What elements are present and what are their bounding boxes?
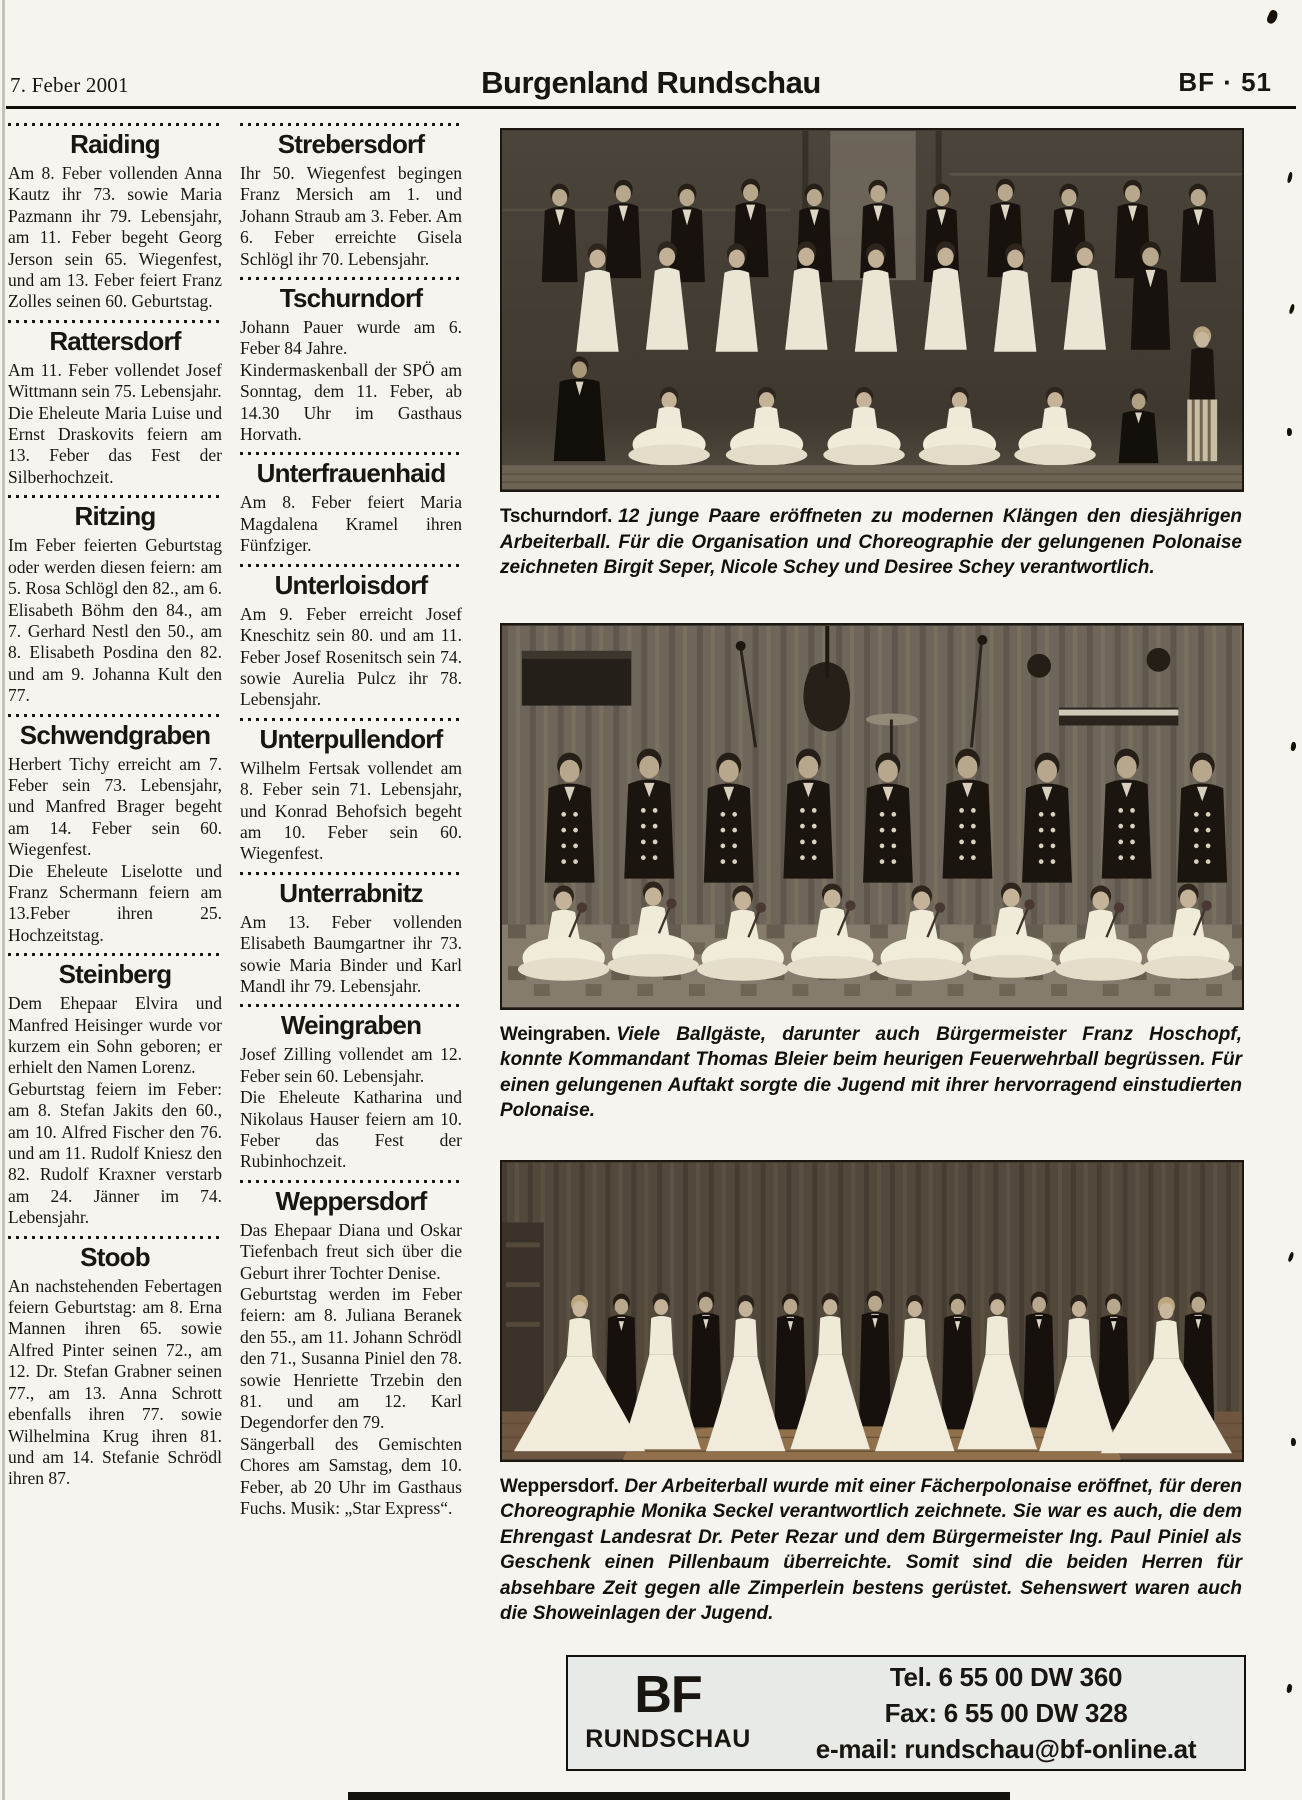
- photo-weingraben: [500, 623, 1246, 1124]
- scan-speck: [1290, 742, 1296, 752]
- photo-caption: [500, 1474, 1242, 1627]
- section-paragraph: Am 11. Feber vollendet Josef Wittmann sein 75. Lebensjahr.: [8, 359, 222, 402]
- section-title: Unterpullendorf: [259, 723, 443, 754]
- dotted-separator: [240, 718, 462, 721]
- dotted-separator: [240, 872, 462, 875]
- contact-details: [768, 1659, 1244, 1767]
- masthead-title: Burgenland Rundschau: [481, 65, 821, 100]
- dotted-separator: [8, 495, 222, 498]
- section-title: Ritzing: [74, 501, 156, 532]
- scan-bottom-strip: [348, 1792, 1010, 1800]
- section-paragraph: Die Eheleute Katharina und Nikolaus Hauser feiern am 10. Feber das Fest der Rubinhochzeit.: [240, 1087, 462, 1172]
- section-title: Stoob: [80, 1241, 150, 1272]
- news-section-schwendgraben: [8, 714, 222, 947]
- section-paragraph: Wilhelm Fertsak vollendet am 8. Feber sein 71. Lebensjahr, und Konrad Behofsich begeht am 10. Feber sein 60. Wiegenfest.: [240, 757, 462, 864]
- caption-town: Weingraben.: [500, 1023, 611, 1045]
- logo-bf: BF: [634, 1666, 702, 1724]
- dotted-separator: [8, 320, 222, 323]
- section-paragraph: Im Feber feierten Geburtstag oder werden diesen feiern: am 5. Rosa Schlögl den 82., am 6. Elisabeth Böhm den 84., am 7. Gerhard Nestl den 50., am 8. Elisabeth Posdina den 82. und am 9. Johanna Kult den 77.: [8, 535, 222, 706]
- group-photo-illustration: [500, 128, 1244, 492]
- photo-tschurndorf: [500, 128, 1246, 581]
- section-paragraph: Geburtstag feiern im Feber: am 8. Stefan Jakits den 60., am 10. Alfred Fischer den 76. und am 11. Rudolf Kniesz den 82. Rudolf Kraxner verstarb am 24. Jänner im 74. Lebensjahr.: [8, 1078, 222, 1228]
- section-paragraph: Am 9. Feber erreicht Josef Kneschitz sein 80. und am 11. Feber Josef Rosenitsch sein 74. sowie Aurelia Pulcz ihr 78. Lebensjahr.: [240, 603, 462, 710]
- logo-rundschau: RUNDSCHAU: [585, 1725, 751, 1753]
- news-section-strebersdorf: [240, 123, 462, 270]
- section-paragraph: Die Eheleute Maria Luise und Ernst Draskovits feiern am 13. Feber das Fest der Silberhochzeit.: [8, 402, 222, 487]
- section-paragraph: Das Ehepaar Diana und Oskar Tiefenbach freut sich über die Geburt ihrer Tochter Denise.: [240, 1219, 462, 1283]
- news-column-left: [8, 116, 222, 1490]
- dotted-separator: [8, 123, 222, 126]
- section-paragraph: Johann Pauer wurde am 6. Feber 84 Jahre.: [240, 317, 462, 359]
- section-paragraph: An nachstehenden Febertagen feiern Geburtstag: am 8. Erna Mannen ihren 65. sowie Alfred Pinter seinen 72., am 12. Dr. Stefan Grabner seinen 77., am 13. Anna Schrott ebenfalls ihren 77. sowie Wilhelmina Krug ihren 81. und am 14. Stefanie Schrödl ihren 87.: [8, 1275, 222, 1489]
- scan-speck: [1287, 172, 1294, 184]
- section-paragraph: Sängerball des Gemischten Chores am Samstag, dem 10. Feber, ab 20 Uhr im Gasthaus Fuchs. Musik: „Star Express“.: [240, 1433, 462, 1519]
- contact-email: e-mail: rundschau@bf-online.at: [815, 1733, 1197, 1764]
- section-paragraph: Am 8. Feber vollenden Anna Kautz ihr 73. sowie Maria Pazmann ihr 79. Lebensjahr, am 11. Feber begeht Georg Jerson sein 65. Wiegenfest, und am 13. Feber feiert Franz Zolles seinen 60. Geburtstag.: [8, 163, 222, 312]
- scan-speck: [1286, 1684, 1293, 1694]
- dotted-separator: [240, 1004, 462, 1007]
- news-section-unterfrauenhaid: [240, 452, 462, 556]
- scan-speck: [1289, 304, 1296, 315]
- group-photo-illustration: [500, 1160, 1244, 1462]
- dotted-separator: [240, 452, 462, 455]
- section-paragraph: Die Eheleute Liselotte und Franz Schermann feiern am 13.Feber ihren 25. Hochzeitstag.: [8, 860, 222, 945]
- news-section-ritzing: [8, 495, 222, 706]
- news-section-stoob: [8, 1236, 222, 1490]
- photo-weppersdorf: [500, 1160, 1246, 1627]
- section-title: Weingraben: [280, 1010, 422, 1041]
- section-paragraph: Ihr 50. Wiegenfest begingen Franz Mersich am 1. und Johann Straub am 3. Feber. Am 6. Feber erreichte Gisela Schlögl ihr 70. Lebensjahr.: [240, 163, 462, 269]
- section-paragraph: Am 8. Feber feiert Maria Magdalena Kramel ihren Fünfziger.: [240, 492, 462, 556]
- section-paragraph: Josef Zilling vollendet am 12. Feber sein 60. Lebensjahr.: [240, 1044, 462, 1086]
- photo-caption: [500, 1022, 1242, 1124]
- contact-box: [566, 1655, 1246, 1771]
- section-title: Weppersdorf: [275, 1185, 427, 1216]
- news-section-weingraben: [240, 1004, 462, 1172]
- section-title: Raiding: [70, 129, 160, 159]
- contact-fax: Fax: 6 55 00 DW 328: [884, 1697, 1128, 1728]
- contact-tel: Tel. 6 55 00 DW 360: [889, 1661, 1123, 1692]
- section-paragraph: Dem Ehepaar Elvira und Manfred Heisinger wurde vor kurzem ein Sohn geboren; er erhielt den Namen Lorenz.: [8, 993, 222, 1078]
- dotted-separator: [8, 1236, 222, 1239]
- news-section-unterrabnitz: [240, 872, 462, 998]
- dotted-separator: [240, 564, 462, 567]
- section-title: Unterfrauenhaid: [256, 458, 446, 489]
- scan-speck: [1287, 1252, 1294, 1263]
- section-title: Steinberg: [58, 959, 172, 990]
- section-paragraph: Herbert Tichy erreicht am 7. Feber sein 73. Lebensjahr, und Manfred Brager begeht am 14. Feber sein 60. Wiegenfest.: [8, 753, 222, 860]
- caption-text: Viele Ballgäste, darunter auch Bürgermeister Franz Hoschopf, konnte Kommandant Thomas Bleier beim heurigen Feuerwehrball begrüssen. Für einen gelungenen Auftakt sorgte die Jugend mit ihrer hervorragend einstudierten Polonaise.: [500, 1023, 1242, 1121]
- dotted-separator: [8, 953, 222, 956]
- section-title: Rattersdorf: [49, 325, 181, 356]
- bf-rundschau-logo: [568, 1666, 768, 1754]
- caption-town: Tschurndorf.: [500, 506, 613, 527]
- news-section-steinberg: [8, 953, 222, 1228]
- dotted-separator: [240, 1180, 462, 1183]
- dotted-separator: [240, 277, 462, 280]
- section-title: Strebersdorf: [277, 129, 425, 159]
- section-paragraph: Am 13. Feber vollenden Elisabeth Baumgartner ihr 73. sowie Maria Binder und Karl Mandl ihr 79. Lebensjahr.: [240, 911, 462, 996]
- group-photo-illustration: [500, 623, 1244, 1010]
- caption-text: 12 junge Paare eröffneten zu modernen Klängen den diesjährigen Arbeiterball. Für die Organisation und Choreographie der gelungenen Polonaise zeichneten Birgit Seper, Nicole Schey und Desiree Schey verantwortlich.: [500, 506, 1242, 578]
- photo-caption: [500, 504, 1242, 581]
- caption-text: Der Arbeiterball wurde mit einer Fächerpolonaise eröffnet, für deren Choreographie Monika Seckel verantwortlich zeichnete. Sie war es auch, die dem Ehrengast Landesrat Dr. Peter Rezar und dem Bürgermeister Ing. Paul Piniel als Geschenk einen Pillenbaum überreichte. Somit sind die beiden Herren für absehbare Zeit gegen alle Zimperlein bestens gerüstet. Sehenswert waren auch die Showeinlagen der Jugend.: [500, 1475, 1242, 1624]
- page-number: BF · 51: [1178, 67, 1272, 97]
- issue-date: 7. Feber 2001: [10, 73, 129, 97]
- news-section-raiding: [8, 123, 222, 313]
- section-paragraph: Geburtstag werden im Feber feiern: am 8. Juliana Beranek den 55., am 11. Johann Schrödl den 71., Susanna Piniel den 78. sowie Henriette Trzebin den 81. und am 12. Karl Degendorfer den 79.: [240, 1284, 462, 1433]
- news-section-unterloisdorf: [240, 564, 462, 711]
- page-header: [6, 48, 1296, 109]
- section-paragraph: Kindermaskenball der SPÖ am Sonntag, dem 11. Feber, ab 14.30 Uhr im Gasthaus Horvath.: [240, 359, 462, 445]
- scan-speck: [1265, 9, 1279, 25]
- scan-edge: [2, 0, 5, 1800]
- news-section-rattersdorf: [8, 320, 222, 488]
- scan-speck: [1291, 1438, 1296, 1446]
- news-section-unterpullendorf: [240, 718, 462, 865]
- section-title: Unterrabnitz: [279, 877, 423, 908]
- news-section-weppersdorf: [240, 1180, 462, 1520]
- section-title: Schwendgraben: [19, 719, 211, 750]
- dotted-separator: [240, 123, 462, 126]
- dotted-separator: [8, 714, 222, 717]
- scan-speck: [1287, 428, 1292, 436]
- photo-column: [500, 116, 1246, 1771]
- section-title: Tschurndorf: [279, 283, 423, 314]
- section-title: Unterloisdorf: [274, 569, 428, 600]
- caption-town: Weppersdorf.: [500, 1475, 619, 1497]
- news-column-middle: [240, 116, 462, 1520]
- news-section-tschurndorf: [240, 277, 462, 445]
